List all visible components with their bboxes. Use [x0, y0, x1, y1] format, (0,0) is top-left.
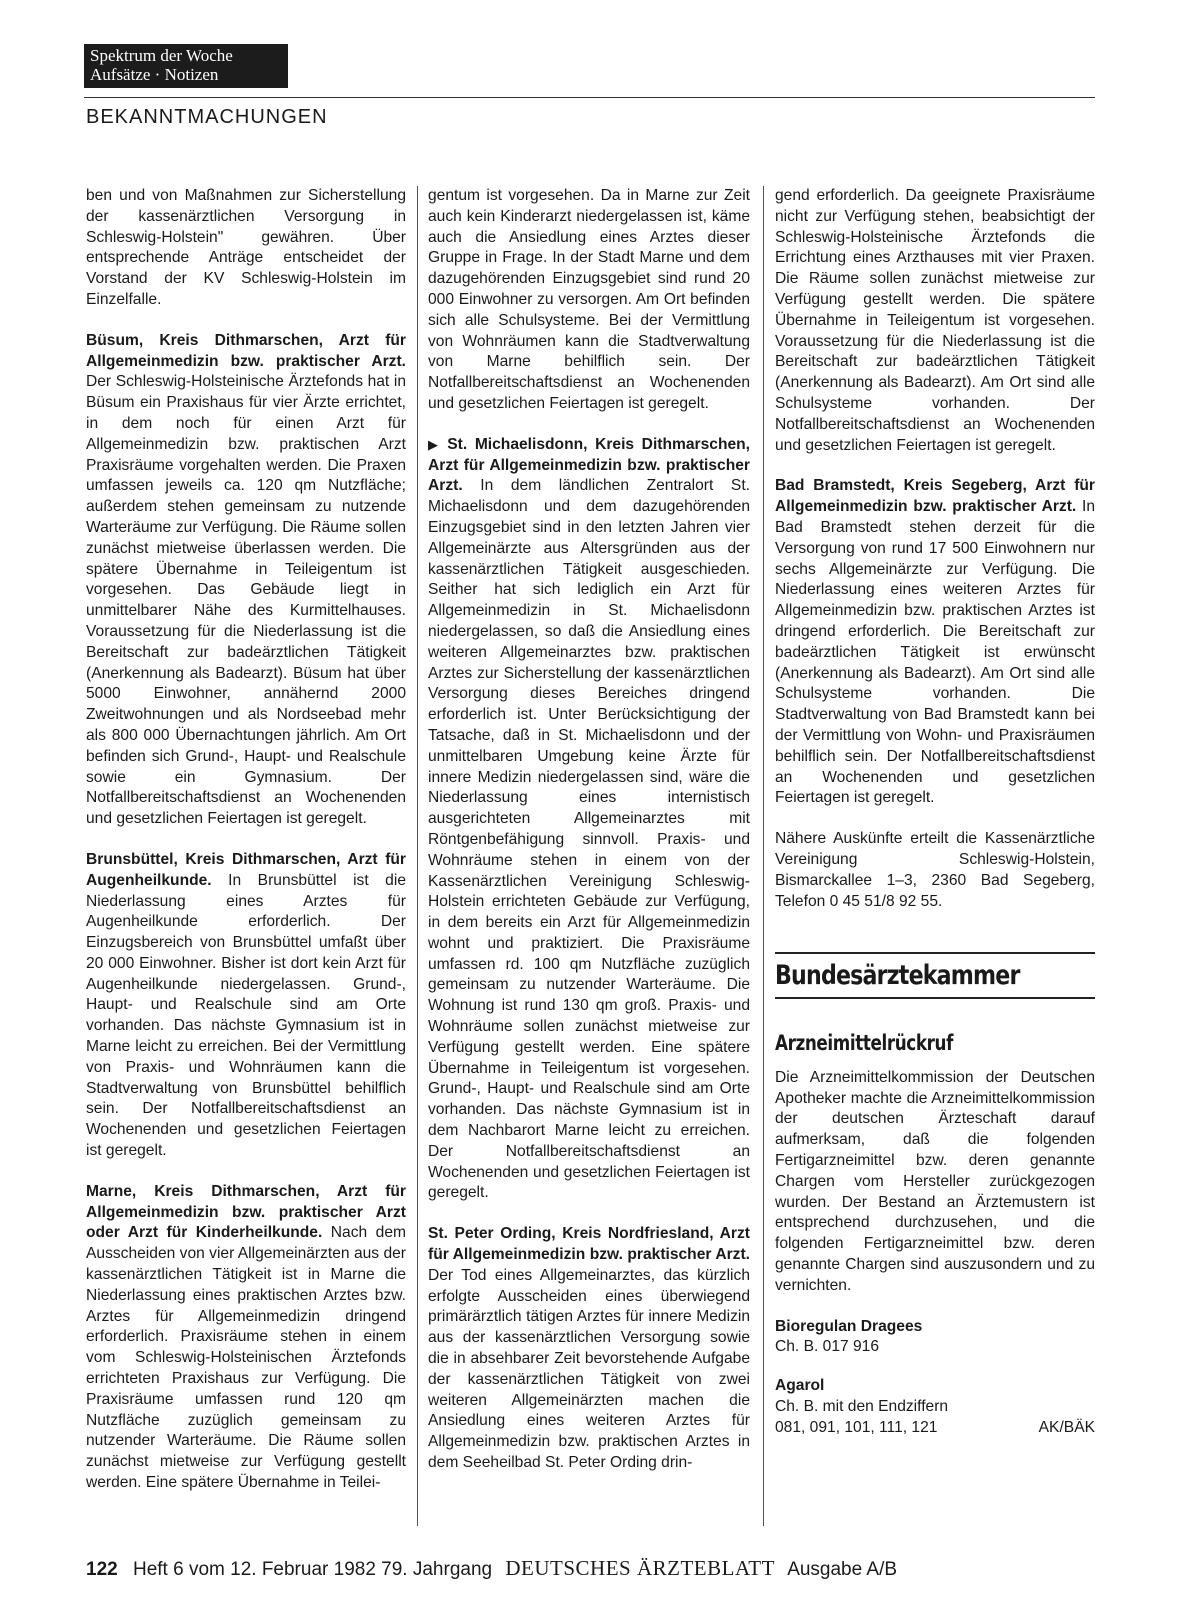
- drug-batch: Ch. B. 017 916: [775, 1338, 880, 1356]
- edition-info: Ausgabe A/B: [787, 1559, 898, 1580]
- contact-info: Nähere Auskünfte erteilt die Kassenärztliche Vereinigung Schleswig-Holstein, Bismarckallee 1–3, 2360 Bad Segeberg, Telefon 0 45 51/8 92 55.: [775, 830, 1095, 910]
- drug-name: Bioregulan Dragees: [775, 1317, 923, 1335]
- notice-heading: Büsum, Kreis Dithmarschen, Arzt für Allgemeinmedizin bzw. praktischer Arzt.: [86, 331, 406, 370]
- journal-name: DEUTSCHES ÄRZTEBLATT: [505, 1556, 775, 1580]
- notice-buesum: Büsum, Kreis Dithmarschen, Arzt für Allgemeinmedizin bzw. praktischer Arzt. Der Schleswig-Holsteinische Ärztefonds hat in Büsum ein Praxishaus für vier Ärzte errichtet, in dem noch für einen Arzt für Allgemeinmedizin bzw. praktischen Arzt Praxisräume vorgehalten werden. Die Praxen umfassen jeweils ca. 120 qm Nutzfläche; außerdem stehen gemeinsam zu nutzende Warteräume zur Verfügung. Die Räume sollen zunächst mietweise überlassen werden. Die spätere Übernahme in Teileigentum ist vorgesehen. Das Gebäude liegt in unmittelbarer Nähe des Kurmittelhauses. Voraussetzung für die Niederlassung ist die Bereitschaft zur badeärztlichen Tätigkeit (Anerkennung als Badearzt). Büsum hat über 5000 Einwohner, annähernd 2000 Zweitwohnungen und als Nordseebad mehr als 800 000 Übernachtungen jährlich. Am Ort befinden sich Grund-, Haupt- und Realschule sowie ein Gymnasium. Der Notfallbereitschaftsdienst an Wochenenden und gesetzlichen Feiertagen ist geregelt.: [86, 331, 406, 828]
- heading-rule-top: [775, 952, 1095, 954]
- page-footer: [86, 1556, 897, 1581]
- drug-entry: [775, 1376, 1095, 1438]
- paragraph: ben und von Maßnahmen zur Sicherstellung der kassenärztlichen Versorgung in Schleswig-Holstein" gewähren. Über entsprechende Anträge entscheidet der Vorstand der KV Schleswig-Holstein im Einzelfalle.: [86, 187, 406, 308]
- notice-heading: Brunsbüttel, Kreis Dithmarschen, Arzt für Augenheilkunde.: [86, 850, 406, 889]
- notice-marne: Marne, Kreis Dithmarschen, Arzt für Allgemeinmedizin bzw. praktischer Arzt oder Arzt für Kinderheilkunde. Nach dem Ausscheiden von vier Allgemeinärzten aus der kassenärztlichen Tätigkeit ist in Marne die Niederlassung eines praktischen Arztes bzw. Arztes für Allgemeinmedizin dringend erforderlich. Praxisräume stehen in einem vom Schleswig-Holsteinischen Ärztefonds errichteten Praxishaus zur Verfügung. Die Praxisräume umfassen rund 120 qm Nutzfläche zuzüglich gemeinsam zu nutzender Warteräume. Die Räume sollen zunächst mietweise zur Verfügung gestellt werden. Eine spätere Übernahme in Teilei-: [86, 1182, 406, 1492]
- column-2: [428, 186, 750, 1494]
- drug-entry: [775, 1317, 1095, 1359]
- paragraph: gentum ist vorgesehen. Da in Marne zur Zeit auch kein Kinderarzt niedergelassen ist, käme auch die Ansiedlung eines Arztes dieser Gruppe in Frage. In der Stadt Marne und dem dazugehörenden Einzugsgebiet sind rund 20 000 Einwohner zu versorgen. Am Ort befinden sich alle Schulsysteme. Bei der Vermittlung von Wohnräumen kann die Stadtverwaltung von Marne behilflich sein. Der Notfallbereitschaftsdienst an Wochenenden und gesetzlichen Feiertagen ist geregelt.: [428, 187, 750, 412]
- article-heading: Arzneimittelrückruf: [775, 1031, 953, 1056]
- drug-batch: 081, 091, 101, 111, 121: [775, 1418, 938, 1436]
- notice-brunsbuettel: Brunsbüttel, Kreis Dithmarschen, Arzt für Augenheilkunde. In Brunsbüttel ist die Niederlassung eines Arztes für Augenheilkunde erforderlich. Der Einzugsbereich von Brunsbüttel umfaßt über 20 000 Einwohner. Bisher ist dort kein Arzt für Augenheilkunde niedergelassen. Grund-, Haupt- und Realschule sind am Orte vorhanden. Das nächste Gymnasium ist in Marne leicht zu erreichen. Bei der Vermittlung von Praxis- und Wohnräumen kann die Stadtverwaltung von Brunsbüttel behilflich sein. Der Notfallbereitschaftsdienst an Wochenenden und gesetzlichen Feiertagen ist geregelt.: [86, 850, 406, 1160]
- notice-st-peter-ording: St. Peter Ording, Kreis Nordfriesland, Arzt für Allgemeinmedizin bzw. praktischer Arzt. Der Tod eines Allgemeinarztes, das kürzlich erfolgte Ausscheiden eines überwiegend primärärztlich tätigen Arztes für innere Medizin aus der kassenärztlichen Versorgung sowie die in absehbarer Zeit bevorstehende Aufgabe der kassenärztlichen Tätigkeit von zwei weiteren Allgemeinärzten machen die Ansiedlung eines weiteren Arztes für Allgemeinmedizin bzw. praktischen Arztes in dem Seeheilbad St. Peter Ording drin-: [428, 1225, 750, 1472]
- paragraph: gend erforderlich. Da geeignete Praxisräume nicht zur Verfügung stehen, beabsichtigt der Schleswig-Holsteinische Ärztefonds die Errichtung eines Arzthauses mit vier Praxen. Die Räume sollen zunächst mietweise zur Verfügung gestellt werden. Die spätere Übernahme in Teileigentum ist vorgesehen. Voraussetzung für die Niederlassung ist die Bereitschaft zur badeärztlichen Tätigkeit (Anerkennung als Badearzt). Am Ort sind alle Schulsysteme vorhanden. Der Notfallbereitschaftsdienst an Wochenenden und gesetzlichen Feiertagen ist geregelt.: [775, 187, 1095, 454]
- column-1: [86, 186, 406, 1514]
- arrow-marker-icon: ▶: [428, 436, 442, 452]
- masthead: [84, 44, 288, 88]
- section-heading: Bundesärztekammer: [775, 960, 1020, 992]
- notice-heading: St. Peter Ording, Kreis Nordfriesland, Arzt für Allgemeinmedizin bzw. praktischer Arzt.: [428, 1225, 750, 1264]
- heading-rule-bottom: [775, 997, 1095, 999]
- notice-heading: Marne, Kreis Dithmarschen, Arzt für Allgemeinmedizin bzw. praktischer Arzt oder Arzt für Kinderheilkunde.: [86, 1182, 406, 1242]
- masthead-line2: Aufsätze · Notizen: [90, 65, 219, 84]
- notice-heading: St. Michaelisdonn, Kreis Dithmarschen, Arzt für Allgemeinmedizin bzw. praktischer Arzt.: [428, 435, 750, 495]
- column-divider-1: [417, 186, 418, 1526]
- page-number: 122: [86, 1559, 118, 1580]
- issue-info: Heft 6 vom 12. Februar 1982 79. Jahrgang: [132, 1559, 493, 1580]
- notice-michaelisdonn: ▶ St. Michaelisdonn, Kreis Dithmarschen, Arzt für Allgemeinmedizin bzw. praktischer Arzt. In dem ländlichen Zentralort St. Michaelisdonn und dem dazugehörenden Einzugsgebiet sind in den letzten Jahren vier Allgemeinärzte aus Altersgründen aus der kassenärztlichen Tätigkeit ausgeschieden. Seither hat sich lediglich ein Arzt für Allgemeinmedizin in St. Michaelisdonn niedergelassen, so daß die Ansiedlung eines weiteren Allgemeinarztes bzw. praktischen Arztes zur Sicherstellung der kassenärztlichen Versorgung dieses Bereiches dringend erforderlich ist. Unter Berücksichtigung der Tatsache, daß in St. Michaelisdonn und der unmittelbaren Umgebung keine Ärzte für innere Medizin niedergelassen sind, wäre die Niederlassung eines internistisch ausgerichteten Allgemeinarztes mit Röntgenbefähigung sinnvoll. Praxis- und Wohnräume stehen in einem von der Kassenärztlichen Vereinigung Schleswig-Holstein errichteten Gebäude zur Verfügung, in dem bereits ein Arzt für Allgemeinmedizin wohnt und praktiziert. Die Praxisräume umfassen rd. 100 qm Nutzfläche zuzüglich gemeinsam zu nutzender Warteräume. Die Wohnung ist rund 130 qm groß. Praxis- und Wohnräume sollen zunächst mietweise zur Verfügung gestellt werden. Eine spätere Übernahme in Teileigentum ist vorgesehen. Grund-, Haupt- und Realschule sind am Orte vorhanden. Das nächste Gymnasium ist in dem Nachbarort Marne leicht zu erreichen. Der Notfallbereitschaftsdienst an Wochenenden und gesetzlichen Feiertagen ist geregelt.: [428, 435, 750, 1202]
- signature: AK/BÄK: [1038, 1418, 1095, 1436]
- column-3: [775, 186, 1095, 1439]
- notice-bad-bramstedt: Bad Bramstedt, Kreis Segeberg, Arzt für Allgemeinmedizin bzw. praktischer Arzt. In Bad Bramstedt stehen derzeit für die Versorgung von rund 17 500 Einwohnern nur sechs Allgemeinärzte zur Verfügung. Die Niederlassung eines weiteren Arztes für Allgemeinmedizin bzw. praktischen Arztes ist dringend erforderlich. Die Bereitschaft zur badeärztlichen Tätigkeit ist erwünscht (Anerkennung als Badearzt). Am Ort sind alle Schulsysteme vorhanden. Die Stadtverwaltung von Bad Bramstedt kann bei der Vermittlung von Wohn- und Praxisräumen behilflich sein. Der Notfallbereitschaftsdienst an Wochenenden und gesetzlichen Feiertagen ist geregelt.: [775, 477, 1096, 807]
- drug-name: Agarol: [775, 1377, 825, 1395]
- header-rule: [84, 97, 1095, 98]
- column-divider-2: [763, 186, 764, 1526]
- drug-batch: Ch. B. mit den Endziffern: [775, 1398, 949, 1416]
- recall-text: Die Arzneimittelkommission der Deutschen Apotheker machte die Arzneimittelkommission der deutschen Ärzteschaft darauf aufmerksam, daß die folgenden Fertigarzneimittel bzw. deren genannte Chargen vom Hersteller zurückgezogen wurden. Der Bestand an Ärztemustern ist entsprechend durchzusehen, und die folgenden Fertigarzneimittel bzw. deren genannte Chargen sind auszusondern und zu vernichten.: [775, 1068, 1095, 1294]
- notice-heading: Bad Bramstedt, Kreis Segeberg, Arzt für Allgemeinmedizin bzw. praktischer Arzt.: [775, 477, 1095, 516]
- section-label: BEKANNTMACHUNGEN: [86, 106, 328, 128]
- masthead-line1: Spektrum der Woche: [90, 46, 233, 65]
